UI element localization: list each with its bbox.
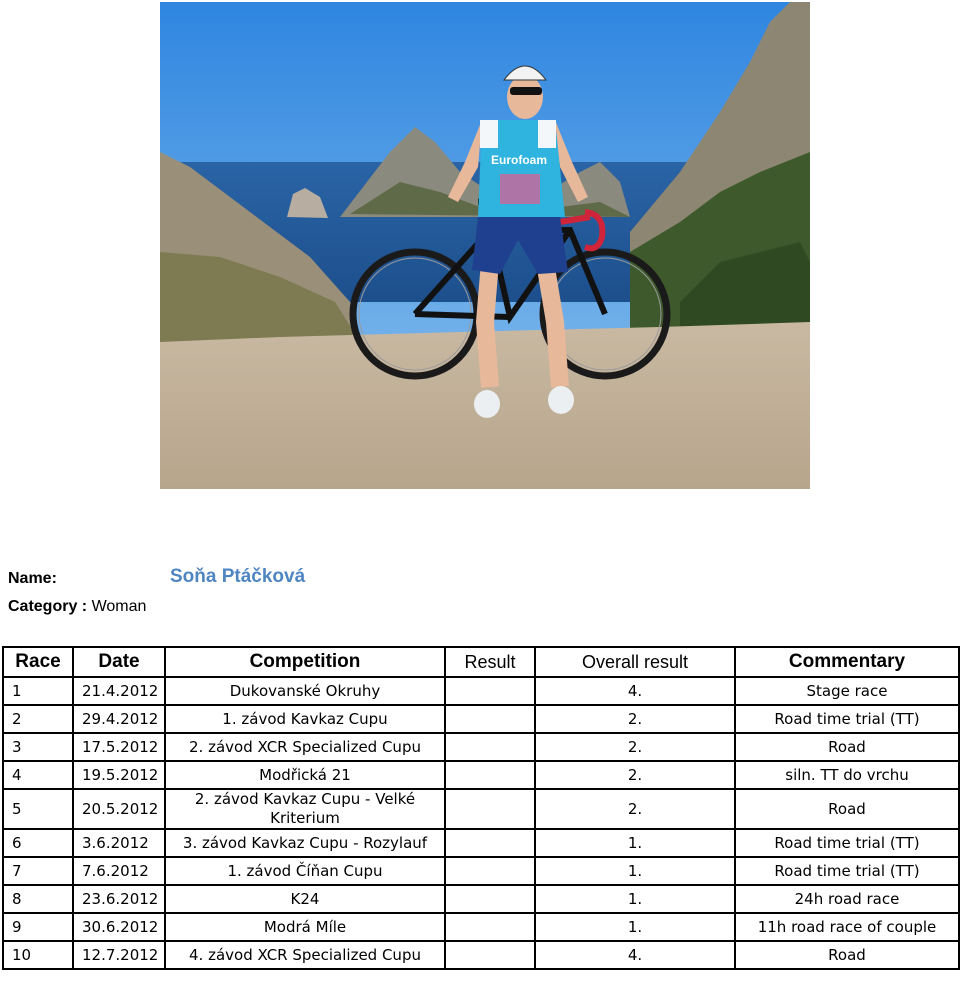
race-result (445, 677, 535, 705)
name-label: Name: (8, 570, 57, 587)
race-overall-result: 2. (535, 789, 735, 829)
table-row (3, 733, 959, 761)
cyclist-photo (160, 2, 810, 489)
table-row (3, 677, 959, 705)
category-value: Woman (91, 598, 147, 615)
race-date: 3.6.2012 (73, 829, 165, 857)
race-competition: 2. závod Kavkaz Cupu - Velké Kriterium (165, 789, 445, 829)
race-date: 7.6.2012 (73, 857, 165, 885)
race-number: 3 (3, 733, 73, 761)
race-result (445, 733, 535, 761)
race-commentary: Road (735, 941, 959, 969)
header-race: Race (3, 647, 73, 677)
race-number: 4 (3, 761, 73, 789)
table-row (3, 857, 959, 885)
race-date: 21.4.2012 (73, 677, 165, 705)
race-commentary: siln. TT do vrchu (735, 761, 959, 789)
race-competition: 4. závod XCR Specialized Cupu (165, 941, 445, 969)
header-competition: Competition (165, 647, 445, 677)
race-date: 30.6.2012 (73, 913, 165, 941)
race-date: 17.5.2012 (73, 733, 165, 761)
race-competition: Dukovanské Okruhy (165, 677, 445, 705)
race-result (445, 857, 535, 885)
race-overall-result: 4. (535, 677, 735, 705)
table-header-row (3, 647, 959, 677)
race-date: 12.7.2012 (73, 941, 165, 969)
race-overall-result: 1. (535, 913, 735, 941)
race-date: 19.5.2012 (73, 761, 165, 789)
race-date: 29.4.2012 (73, 705, 165, 733)
race-overall-result: 2. (535, 733, 735, 761)
race-result (445, 789, 535, 829)
race-number: 6 (3, 829, 73, 857)
header-commentary: Commentary (735, 647, 959, 677)
race-competition: Modřická 21 (165, 761, 445, 789)
results-table (2, 646, 960, 970)
race-number: 8 (3, 885, 73, 913)
race-commentary: Road time trial (TT) (735, 705, 959, 733)
race-overall-result: 4. (535, 941, 735, 969)
race-overall-result: 1. (535, 829, 735, 857)
table-row (3, 829, 959, 857)
race-result (445, 913, 535, 941)
table-row (3, 789, 959, 829)
race-competition: 1. závod Číňan Cupu (165, 857, 445, 885)
race-number: 1 (3, 677, 73, 705)
race-number: 2 (3, 705, 73, 733)
race-commentary: Road (735, 733, 959, 761)
table-row (3, 941, 959, 969)
race-result (445, 829, 535, 857)
race-overall-result: 2. (535, 705, 735, 733)
race-number: 10 (3, 941, 73, 969)
race-date: 23.6.2012 (73, 885, 165, 913)
table-row (3, 913, 959, 941)
rider-name: Soňa Ptáčková (170, 566, 306, 587)
race-commentary: Road time trial (TT) (735, 857, 959, 885)
header-overall-result: Overall result (535, 647, 735, 677)
race-competition: 2. závod XCR Specialized Cupu (165, 733, 445, 761)
race-overall-result: 1. (535, 885, 735, 913)
table-row (3, 761, 959, 789)
table-row (3, 885, 959, 913)
race-commentary: Road (735, 789, 959, 829)
header-date: Date (73, 647, 165, 677)
race-commentary: 24h road race (735, 885, 959, 913)
race-number: 5 (3, 789, 73, 829)
race-result (445, 761, 535, 789)
race-overall-result: 2. (535, 761, 735, 789)
race-competition: K24 (165, 885, 445, 913)
race-result (445, 705, 535, 733)
category-label: Category : (8, 598, 88, 615)
race-commentary: Stage race (735, 677, 959, 705)
race-number: 7 (3, 857, 73, 885)
race-commentary: 11h road race of couple (735, 913, 959, 941)
race-date: 20.5.2012 (73, 789, 165, 829)
category-row (8, 598, 146, 616)
race-result (445, 941, 535, 969)
race-result (445, 885, 535, 913)
jersey-text: Eurofoam (490, 153, 548, 167)
race-competition: 3. závod Kavkaz Cupu - Rozylauf (165, 829, 445, 857)
race-competition: Modrá Míle (165, 913, 445, 941)
race-number: 9 (3, 913, 73, 941)
race-overall-result: 1. (535, 857, 735, 885)
header-result: Result (445, 647, 535, 677)
race-commentary: Road time trial (TT) (735, 829, 959, 857)
cyclist-photo-illustration (160, 2, 810, 489)
table-row (3, 705, 959, 733)
race-competition: 1. závod Kavkaz Cupu (165, 705, 445, 733)
